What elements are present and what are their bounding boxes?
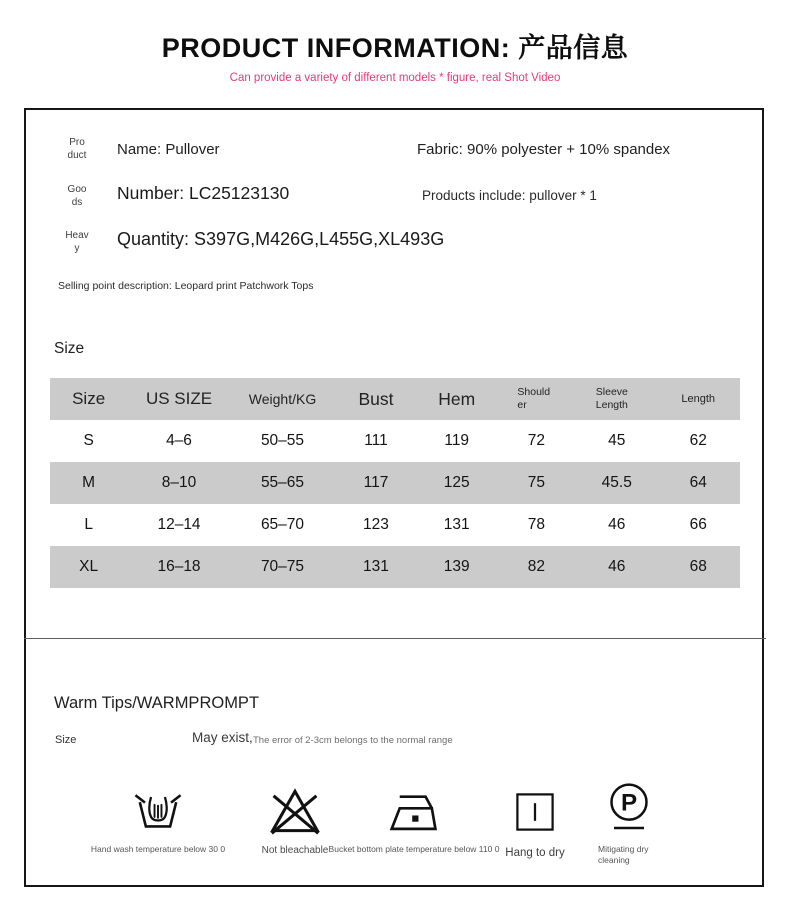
- page-title: PRODUCT INFORMATION: 产品信息: [161, 33, 629, 63]
- table-cell: 72: [527, 432, 546, 449]
- page-subtitle: Can provide a variety of different models * figure, real Shot Video: [229, 72, 561, 84]
- table-cell: 111: [364, 432, 388, 449]
- care-symbol-hand-wash: [73, 770, 243, 855]
- table-row: [50, 462, 740, 504]
- care-caption: Hang to dry: [505, 847, 565, 859]
- product-label: [57, 137, 97, 162]
- table-cell: 45: [608, 432, 626, 449]
- table-cell: XL: [79, 558, 99, 575]
- table-cell: 68: [689, 558, 707, 575]
- table-header-cell: Size: [72, 389, 106, 408]
- size-section-heading: Size: [54, 340, 85, 357]
- section-divider: [24, 638, 766, 639]
- table-cell: 125: [443, 474, 470, 491]
- care-caption: Hand wash temperature below 30 0: [90, 844, 226, 854]
- care-caption: Mitigating dry cleaning: [598, 844, 649, 866]
- goods-number-value: Number: LC25123130: [117, 183, 290, 203]
- fabric-value: Fabric: 90% polyester + 10% spandex: [417, 141, 671, 158]
- icon-slot: [73, 770, 243, 836]
- care-symbol-hang-dry: [475, 770, 595, 862]
- table-cell: 78: [527, 516, 546, 533]
- dry-clean-letter: P: [620, 789, 638, 817]
- table-cell: 50–55: [260, 432, 305, 449]
- care-symbol-dry-clean: [579, 770, 679, 867]
- table-cell: 46: [608, 516, 626, 533]
- table-cell: 12–14: [157, 516, 201, 533]
- table-header-row: [50, 378, 740, 420]
- table-row: [50, 546, 740, 588]
- product-info-box: [24, 108, 764, 887]
- table-cell: M: [82, 474, 96, 491]
- label-line: ds: [71, 196, 83, 208]
- table-header-cell: Hem: [438, 388, 476, 409]
- size-table: [50, 378, 740, 588]
- table-cell: 66: [689, 516, 707, 533]
- warm-tips-note-detail: The error of 2-3cm belongs to the normal range: [253, 735, 453, 746]
- table-cell: 46: [608, 558, 626, 575]
- hand-wash-icon: [131, 784, 185, 836]
- care-caption: Bucket bottom plate temperature below 110 0: [328, 844, 500, 854]
- selling-point-text: Selling point description: Leopard print Patchwork Tops: [58, 280, 314, 292]
- table-cell: 123: [363, 516, 389, 533]
- warm-tips-size-label: Size: [55, 734, 77, 746]
- table-cell: 55–65: [260, 474, 305, 491]
- table-header-cell: [496, 378, 577, 420]
- label-line: y: [74, 242, 80, 254]
- table-cell: 131: [363, 558, 389, 575]
- products-include-value: Products include: pullover * 1: [422, 188, 597, 203]
- table-cell: 65–70: [260, 516, 305, 533]
- table-cell: S: [83, 432, 94, 449]
- table-header-cell: US SIZE: [145, 389, 213, 408]
- table-cell: 70–75: [260, 558, 305, 575]
- label-line: Pro: [69, 137, 85, 148]
- table-cell: 45.5: [601, 474, 632, 491]
- table-header-cell: Weight/KG: [248, 391, 317, 407]
- table-header-cell: Length: [681, 393, 716, 405]
- table-cell: 131: [443, 516, 470, 533]
- iron-low-temp-icon: [386, 786, 442, 836]
- warm-tips-heading: Warm Tips/WARMPROMPT: [54, 694, 260, 712]
- table-cell: 139: [443, 558, 470, 575]
- icon-slot: [475, 770, 595, 836]
- quantity-value: Quantity: S397G,M426G,L455G,XL493G: [117, 229, 445, 249]
- hang-to-dry-icon: [511, 788, 559, 836]
- warm-tips-note: May exist,: [192, 730, 253, 745]
- icon-slot: [579, 770, 679, 836]
- gentle-dry-clean-icon: [604, 780, 654, 836]
- table-cell: 8–10: [161, 474, 197, 491]
- goods-label: [57, 184, 97, 209]
- table-header-cell: [577, 378, 656, 420]
- table-cell: 4–6: [166, 432, 192, 449]
- table-cell: 62: [689, 432, 707, 449]
- table-row: [50, 420, 740, 462]
- table-header-text: Sleeve Length: [595, 385, 628, 411]
- weight-label: [57, 230, 97, 255]
- table-cell: 119: [444, 432, 470, 449]
- product-name-value: Name: Pullover: [117, 141, 220, 158]
- table-cell: L: [84, 516, 93, 533]
- label-line: Heav: [65, 230, 89, 241]
- table-cell: 16–18: [157, 558, 201, 575]
- table-cell: 82: [527, 558, 546, 575]
- label-line: duct: [67, 149, 87, 161]
- table-header-cell: Bust: [358, 388, 394, 409]
- table-header-text: Shoulder: [517, 385, 551, 411]
- table-cell: 117: [363, 474, 389, 491]
- table-cell: 75: [527, 474, 546, 491]
- label-line: Goo: [67, 184, 87, 195]
- care-caption: Not bleachable: [261, 845, 329, 856]
- table-row: [50, 504, 740, 546]
- table-cell: 64: [689, 474, 707, 491]
